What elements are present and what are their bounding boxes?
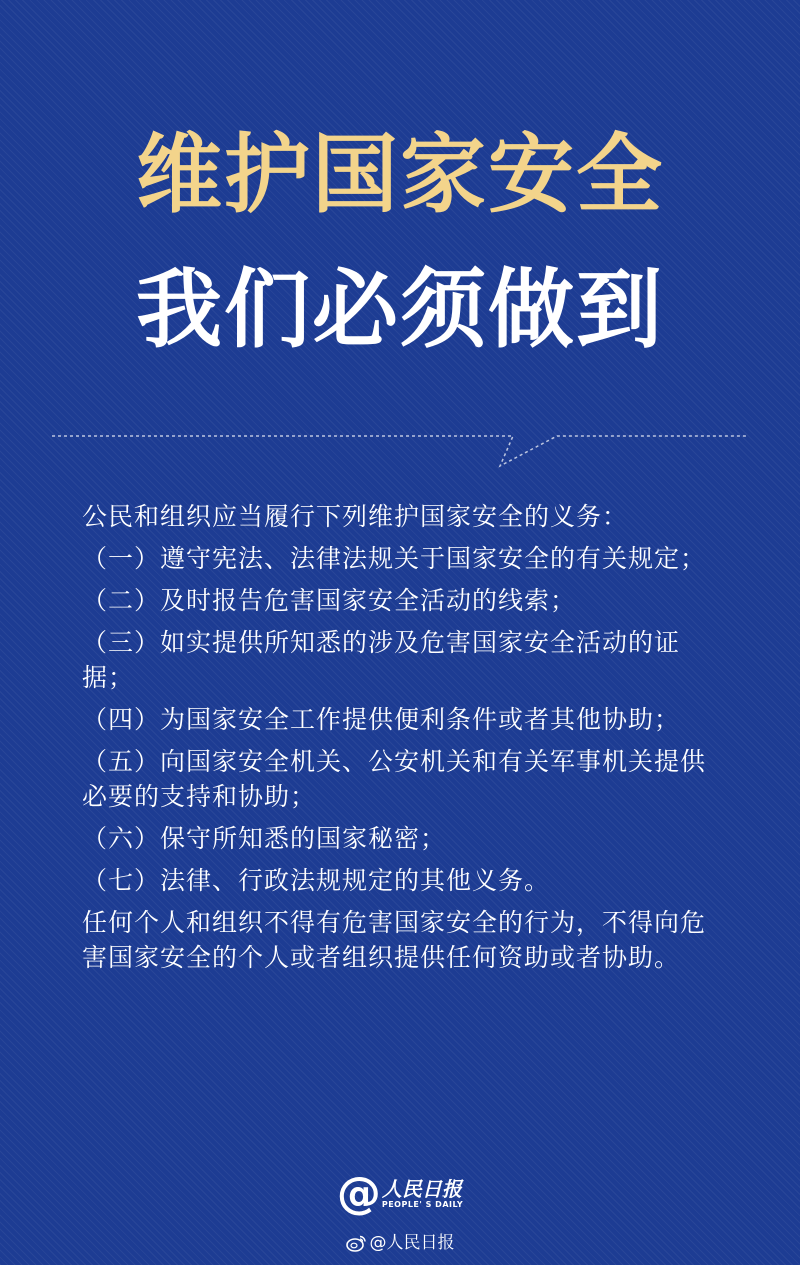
obligation-item-6: （六）保守所知悉的国家秘密；: [82, 824, 447, 853]
title-line-2: 我们必须做到: [136, 260, 664, 360]
obligation-item-5: （五）向国家安全机关、公安机关和有关军事机关提供必要的支持和协助；: [82, 747, 707, 811]
peoples-daily-logo: [0, 1168, 800, 1219]
closing-paragraph: 任何个人和组织不得有危害国家安全的行为，不得向危害国家安全的个人或者组织提供任何资助或者协助。: [82, 908, 707, 972]
logo-name-en: PEOPLE' S DAILY: [381, 1200, 464, 1209]
intro-paragraph: 公民和组织应当履行下列维护国家安全的义务：: [82, 502, 629, 531]
logo-at-symbol: @: [336, 1168, 381, 1219]
logo-name-cn: 人民日报: [381, 1177, 462, 1201]
speech-bubble-divider: [0, 0, 800, 480]
watermark-text: @人民日报: [369, 1233, 455, 1253]
obligations-text: [82, 499, 722, 982]
obligation-item-7: （七）法律、行政法规规定的其他义务。: [82, 866, 551, 895]
weibo-watermark: [0, 1232, 800, 1254]
obligation-item-1: （一）遵守宪法、法律法规关于国家安全的有关规定；: [82, 544, 707, 573]
obligation-item-3: （三）如实提供所知悉的涉及危害国家安全活动的证据；: [82, 628, 681, 692]
title-line-1: 维护国家安全: [136, 125, 664, 225]
obligation-item-4: （四）为国家安全工作提供便利条件或者其他协助；: [82, 705, 681, 734]
obligation-item-2: （二）及时报告危害国家安全活动的线索；: [82, 586, 577, 615]
weibo-icon: [346, 1235, 366, 1252]
